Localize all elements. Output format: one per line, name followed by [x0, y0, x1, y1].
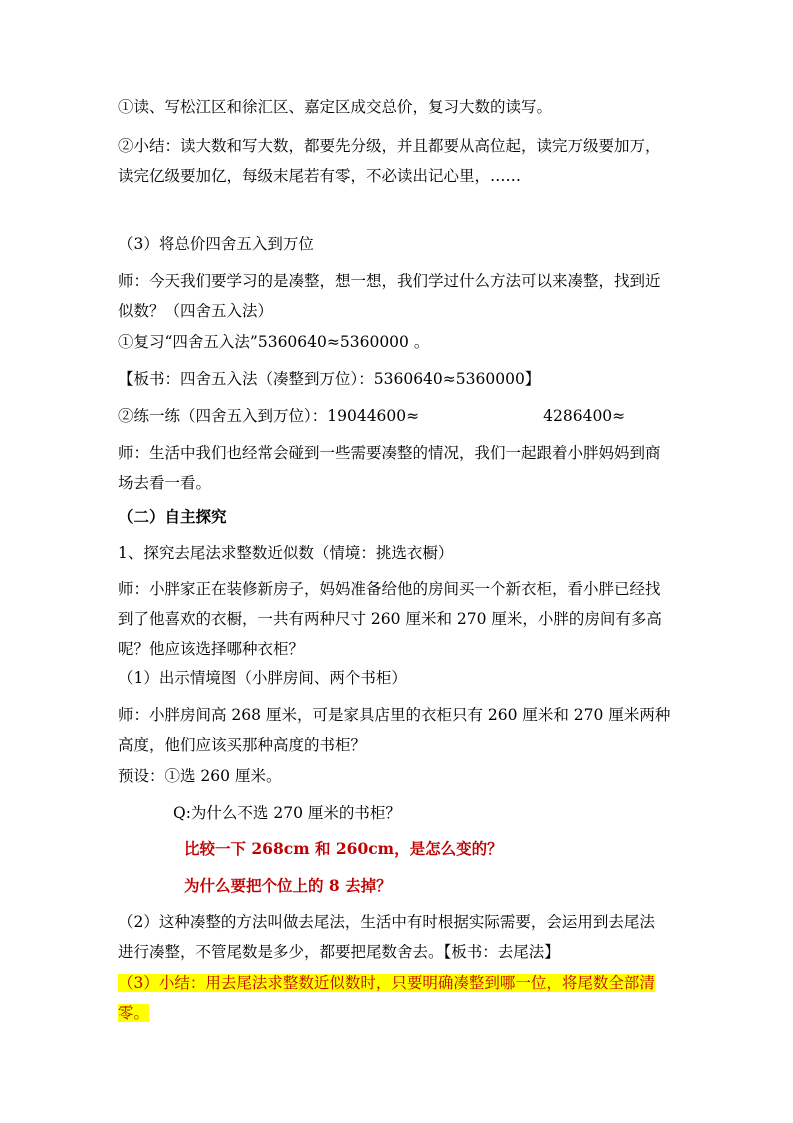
paragraph-truncation-method	[118, 907, 678, 967]
text-line: 师：小胖家正在装修新房子，妈妈准备给他的房间买一个新衣柜，看小胖已经找	[118, 580, 661, 598]
text-line: 师：小胖房间高 268 厘米，可是家具店里的衣柜只有 260 厘米和 270 厘米两种	[118, 706, 671, 724]
text-line: ②小结：读大数和写大数，都要先分级，并且都要从高位起，读完万级要加万，	[118, 137, 661, 155]
paragraph-teacher-life	[118, 438, 678, 498]
highlighted-text-line: 零。	[118, 1004, 150, 1022]
text-line: ①复习“四舍五入法”5360640≈5360000 。	[118, 333, 430, 351]
text-line: 高度，他们应该买那种高度的书柜？	[118, 736, 367, 754]
text-line: 为什么要把个位上的 8 去掉？	[184, 876, 392, 895]
practice-item-2: 4286400≈	[543, 407, 626, 425]
paragraph-teacher-intro	[118, 266, 678, 326]
text-line: 师：今天我们要学习的是凑整，想一想，我们学过什么方法可以来凑整，找到近	[118, 272, 661, 290]
paragraph-why-remove-red	[184, 871, 744, 901]
text-line: 读完亿级要加亿，每级末尾若有零，不必读出记心里，……	[118, 167, 522, 185]
text-line: 似数？（四舍五入法）	[118, 302, 274, 320]
paragraph-question	[173, 798, 733, 828]
highlighted-text-line: （3）小结：用去尾法求整数近似数时，只要明确凑整到哪一位，将尾数全部清	[118, 974, 655, 992]
paragraph-blackboard-rounding	[118, 364, 678, 394]
paragraph-review-rounding	[118, 327, 678, 357]
section-heading-rounding-wan	[118, 229, 678, 259]
text-line: 场去看一看。	[118, 474, 212, 492]
text-line: ①读、写松江区和徐汇区、嘉定区成交总价，复习大数的读写。	[118, 98, 553, 116]
paragraph-teacher-wardrobe	[118, 574, 678, 664]
text-line: 到了他喜欢的衣橱，一共有两种尺寸 260 厘米和 270 厘米，小胖的房间有多高	[118, 610, 662, 628]
paragraph-preset	[118, 761, 678, 791]
text-line: （1）出示情境图（小胖房间、两个书柜）	[118, 669, 407, 687]
paragraph-review-reading	[118, 92, 678, 122]
text-line: （二）自主探究	[118, 507, 227, 526]
paragraph-show-scene	[118, 663, 678, 693]
paragraph-explore-truncation	[118, 538, 678, 568]
paragraph-practice	[118, 401, 678, 431]
text-line: （2）这种凑整的方法叫做去尾法，生活中有时根据实际需要，会运用到去尾法	[118, 913, 655, 931]
paragraph-summary-highlighted	[118, 968, 678, 1028]
text-line: 预设：①选 260 厘米。	[118, 767, 282, 785]
text-line: 比较一下 268cm 和 260cm，是怎么变的？	[184, 839, 503, 858]
text-line: Q:为什么不选 270 厘米的书柜？	[173, 804, 401, 822]
paragraph-teacher-room-height	[118, 700, 678, 760]
text-line: 【板书：四舍五入法（凑整到万位）：5360640≈5360000】	[118, 370, 541, 388]
text-line: （3）将总价四舍五入到万位	[118, 235, 314, 253]
section-heading-self-explore	[118, 502, 678, 532]
text-line: 1、探究去尾法求整数近似数（情境：挑选衣橱）	[118, 544, 454, 562]
text-line: 呢？他应该选择哪种衣柜？	[118, 640, 305, 658]
text-line: 进行凑整，不管尾数是多少，都要把尾数舍去。【板书：去尾法】	[118, 943, 560, 961]
paragraph-compare-red	[184, 834, 744, 864]
paragraph-summary-big-numbers	[118, 131, 678, 191]
text-line: 师：生活中我们也经常会碰到一些需要凑整的情况，我们一起跟着小胖妈妈到商	[118, 444, 661, 462]
practice-item-1: ②练一练（四舍五入到万位）：19044600≈	[118, 407, 420, 425]
